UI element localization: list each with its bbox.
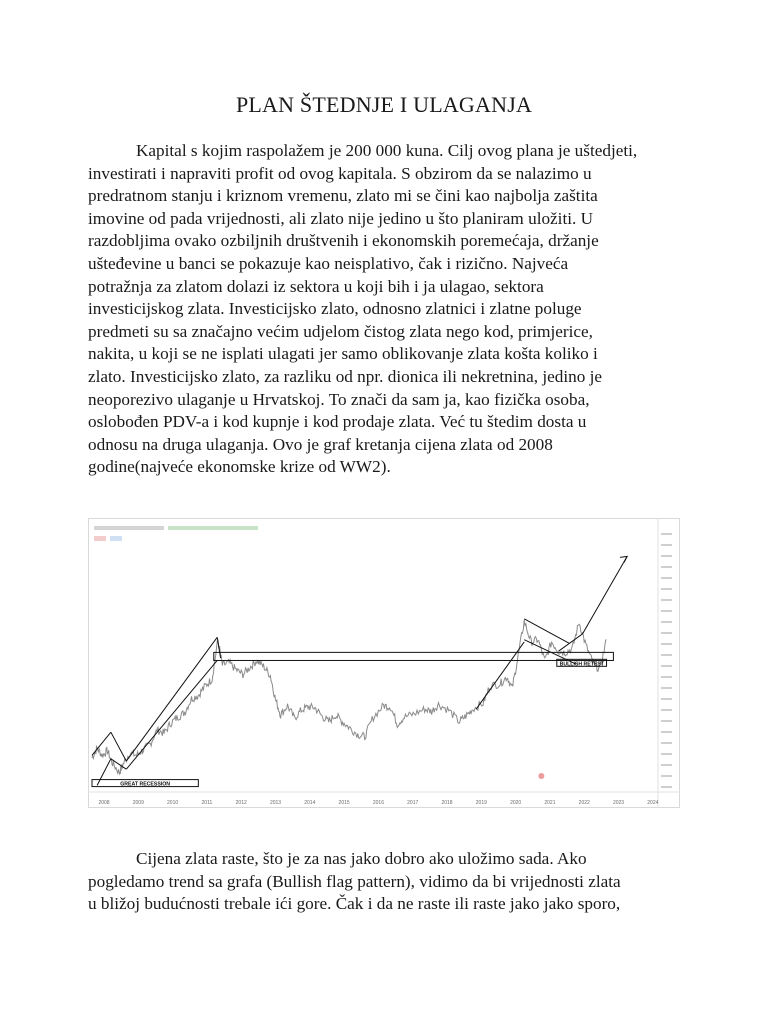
x-tick-label: 2013 <box>269 800 282 806</box>
text-line: ušteđevine u banci se pokazuje kao neisplativo, čak i rizično. Najveća <box>88 253 569 273</box>
text-line: neoporezivo ulaganje u Hrvatskoj. To znači da sam ja, kao fizička osoba, <box>88 389 590 409</box>
event-marker-icon <box>538 773 544 779</box>
x-tick-label: 2020 <box>510 800 522 806</box>
text-line: oslobođen PDV-a i kod kupnje i kod prodaje zlata. Već tu štedim dosta u <box>88 412 587 432</box>
text-line: imovine od pada vrijednosti, ali zlato nije jedino u što planiram uložiti. U <box>88 208 594 228</box>
x-tick-label: 2016 <box>372 800 384 806</box>
chart-header-chip <box>94 536 106 541</box>
bullish-retest-label: BULLISH RETEST <box>559 661 605 668</box>
text-line: u bližoj budućnosti trebale ići gore. Čak i da ne raste ili raste jako jako sporo, <box>88 894 621 914</box>
text-line: predmeti su sa značajno većim udjelom čistog zlata nego kod, primjerice, <box>88 321 593 341</box>
paragraph-1 <box>88 140 678 479</box>
page-title: PLAN ŠTEDNJE I ULAGANJA <box>235 92 533 117</box>
x-tick-label: 2009 <box>132 800 144 806</box>
chart-header-bar <box>168 526 258 530</box>
x-tick-label: 2024 <box>647 800 659 806</box>
x-tick-label: 2017 <box>407 800 419 806</box>
x-tick-label: 2011 <box>201 800 213 806</box>
x-tick-label: 2014 <box>304 800 316 806</box>
text-line: odnosu na druga ulaganja. Ovo je graf kretanja cijena zlata od 2008 <box>88 434 553 454</box>
text-line: investirati i napraviti profit od ovog kapitala. S obzirom da se nalazimo u <box>88 163 592 183</box>
x-tick-label: 2008 <box>98 800 110 806</box>
text-line: nakita, u koji se ne isplati ulagati jer samo oblikovanje zlata košta koliko i <box>88 344 598 364</box>
x-tick-label: 2012 <box>235 800 247 806</box>
x-tick-label: 2021 <box>544 800 556 806</box>
text-line: Cijena zlata raste, što je za nas jako dobro ako uložimo sada. Ako <box>136 849 587 868</box>
text-line: pogledamo trend sa grafa (Bullish flag pattern), vidimo da bi vrijednosti zlata <box>88 871 621 891</box>
x-tick-label: 2019 <box>475 800 487 806</box>
text-line: zlato. Investicijsko zlato, za razliku od npr. dionica ili nekretnina, jedino je <box>88 366 603 386</box>
text-line: investicijskog zlata. Investicijsko zlato, odnosno zlatnici i zlatne poluge <box>88 299 582 319</box>
chart-header-chip <box>110 536 122 541</box>
text-line: godine(najveće ekonomske krize od WW2). <box>88 457 391 477</box>
text-line: razdobljima ovako ozbiljnih društvenih i ekonomskih poremećaja, držanje <box>88 231 599 251</box>
x-tick-label: 2018 <box>441 800 453 806</box>
text-line: potražnja za zlatom dolazi iz sektora u koji bih i ja ulagao, sektora <box>88 276 544 296</box>
text-line: Kapital s kojim raspolažem je 200 000 kuna. Cilj ovog plana je uštedjeti, <box>136 141 638 160</box>
chart-header-bar <box>94 526 164 530</box>
x-tick-label: 2010 <box>167 800 179 806</box>
x-tick-label: 2015 <box>338 800 350 806</box>
text-line: predratnom stanju i kriznom vremenu, zlato mi se čini kao najbolja zaštita <box>88 186 598 206</box>
x-tick-label: 2022 <box>578 800 590 806</box>
x-tick-label: 2023 <box>612 800 625 806</box>
gold-price-chart <box>88 518 680 808</box>
great-recession-label: GREAT RECESSION <box>120 781 171 788</box>
paragraph-2 <box>88 848 678 916</box>
